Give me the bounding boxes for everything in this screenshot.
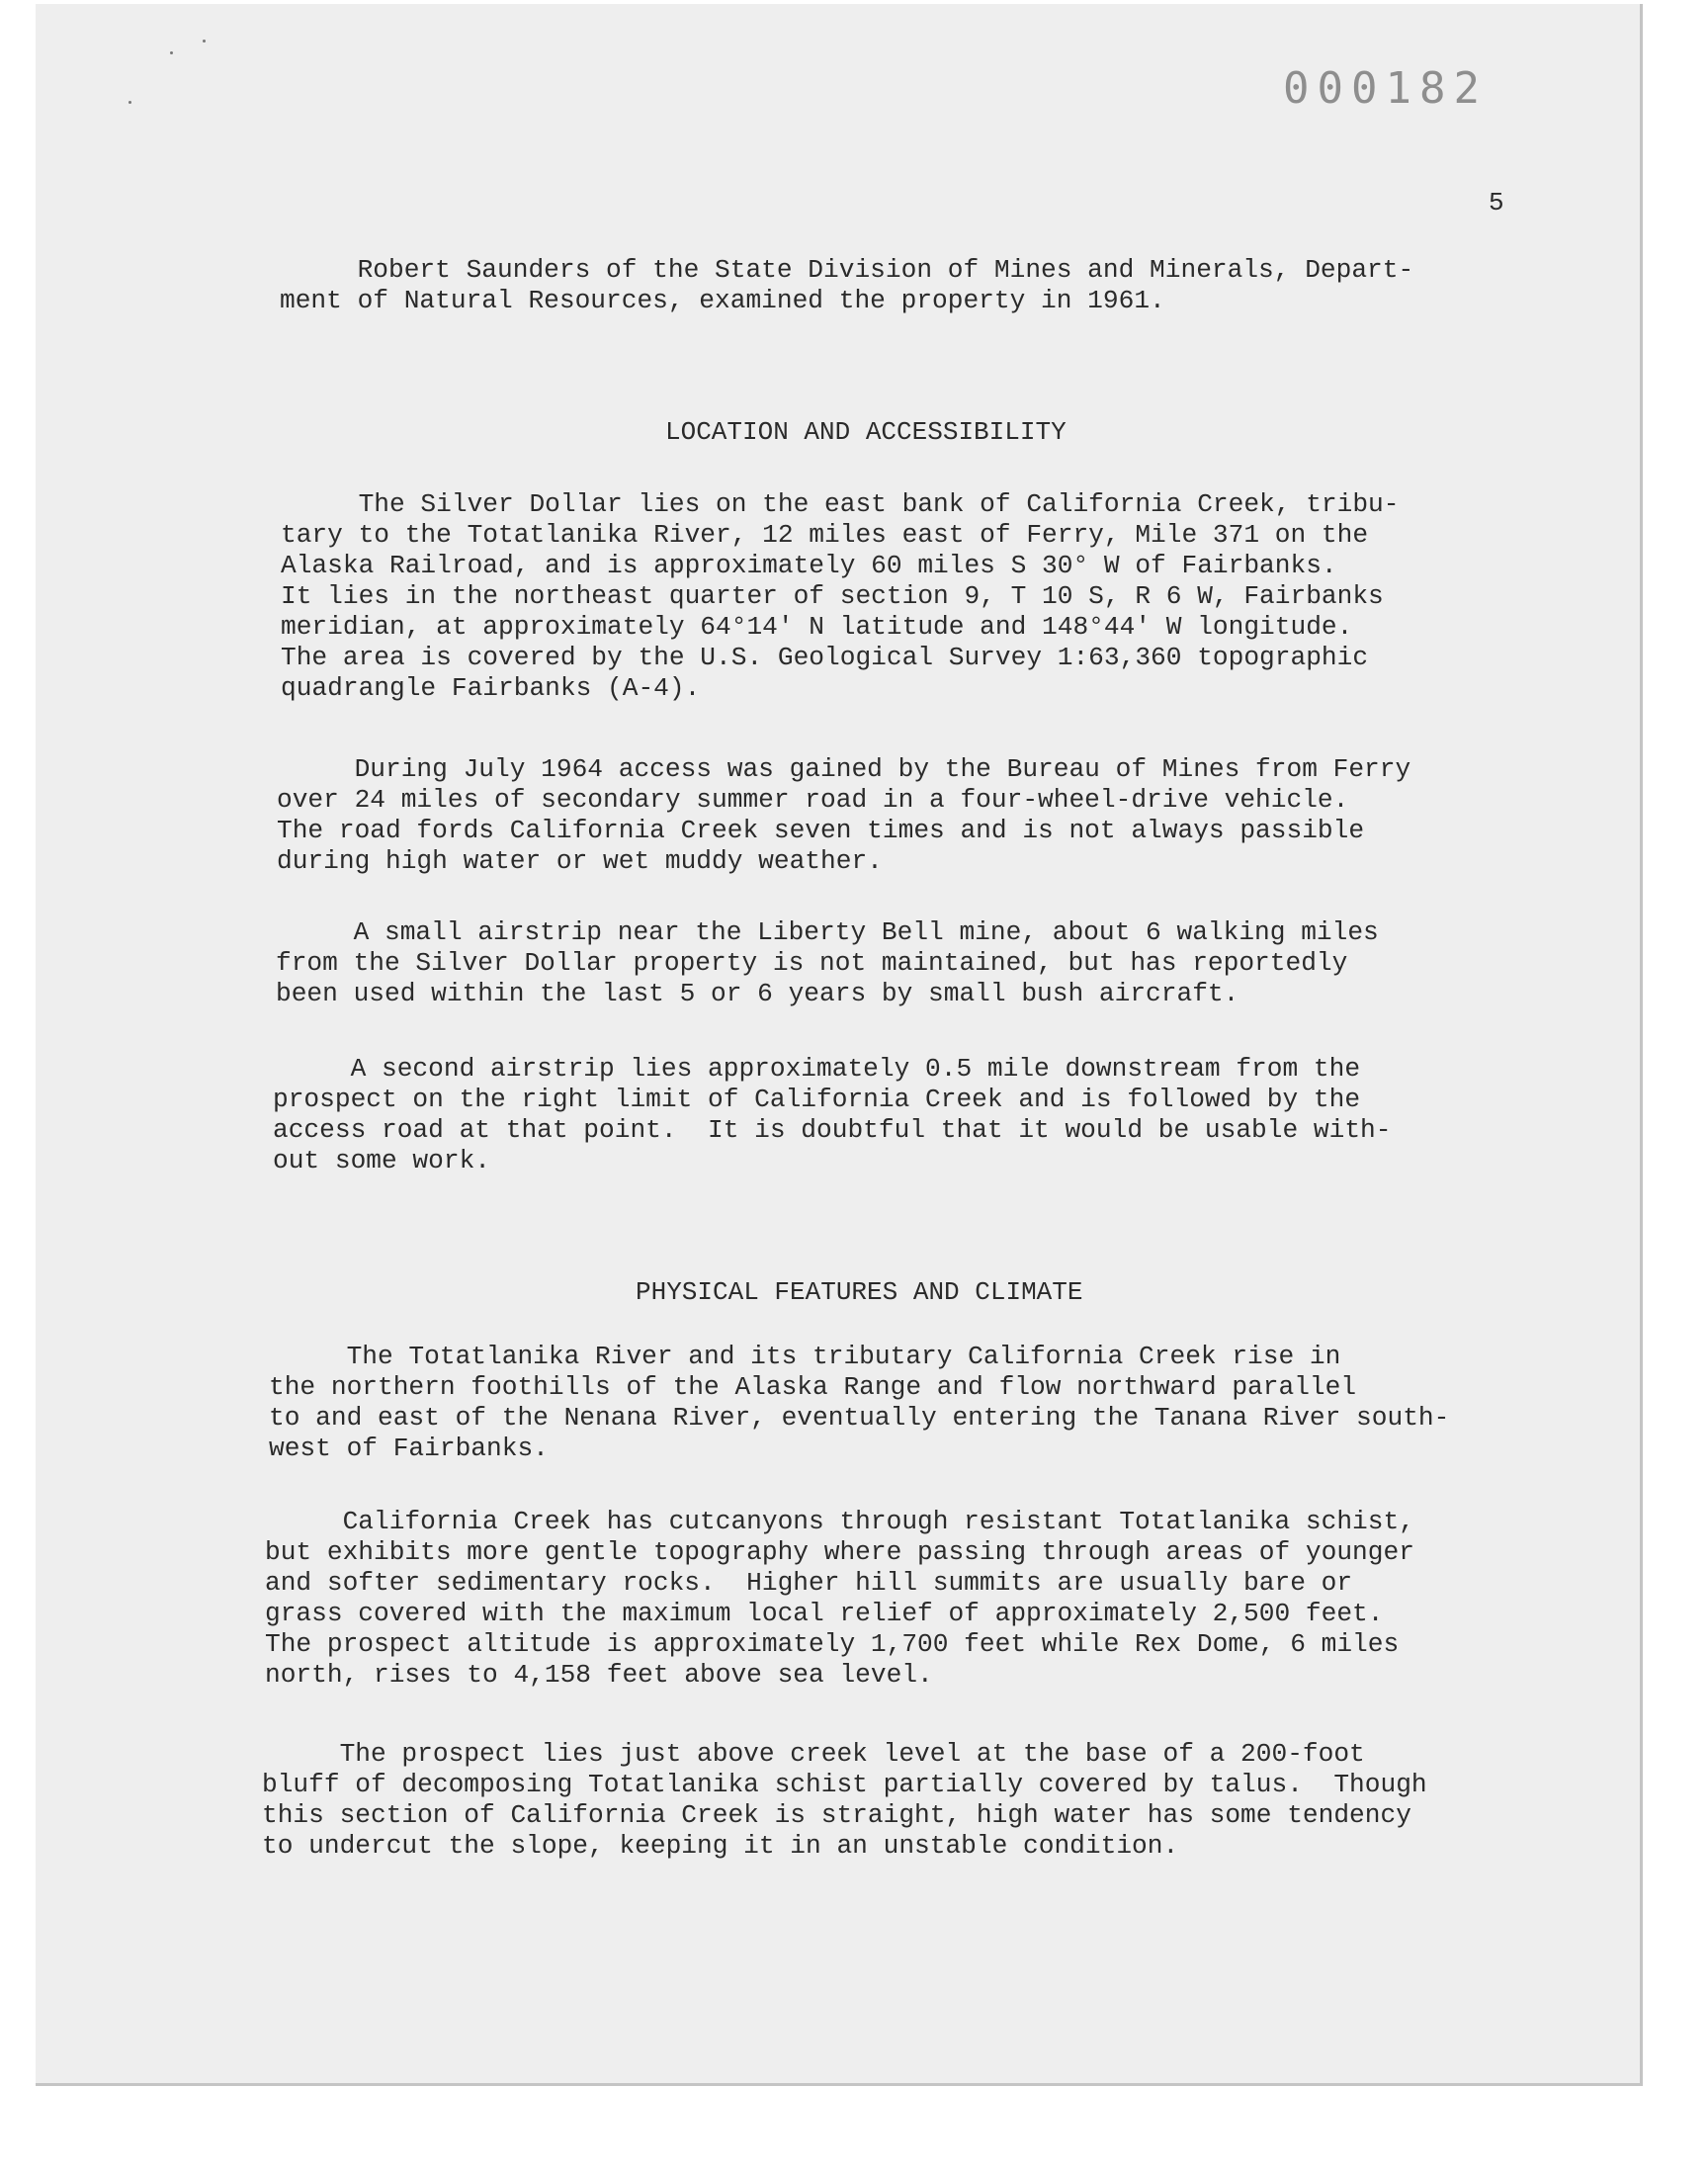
- scan-speck: [128, 101, 131, 104]
- airstrip-paragraph: A small airstrip near the Liberty Bell mine, about 6 walking miles from the Silver Dollar property is not maintained, but has reportedly been used within the last 5 or 6 years by small bush aircraft.: [276, 917, 1379, 1008]
- topography-paragraph: California Creek has cutcanyons through resistant Totatlanika schist, but exhibits more gentle topography where passing through areas of younger and softer sedimentary rocks. Higher hill summits are usually bare or grass covered with the maximum local relief of approximately 2,500 feet. The prospect altitude is approximately 1,700 feet while Rex Dome, 6 miles north, rises to 4,158 feet above sea level.: [265, 1507, 1414, 1690]
- scan-speck: [170, 51, 173, 54]
- document-number-stamp: 000182: [1283, 63, 1488, 114]
- second-airstrip-paragraph: A second airstrip lies approximately 0.5 mile downstream from the prospect on the right limit of California Creek and is followed by the access road at that point. It is doubtful that it would be usable with- out some work.: [273, 1054, 1392, 1175]
- section-heading-location: LOCATION AND ACCESSIBILITY: [665, 417, 1067, 447]
- rivers-paragraph: The Totatlanika River and its tributary California Creek rise in the northern foothills of the Alaska Range and flow northward parallel to and east of the Nenana River, eventually entering the Tanana River south- west of Fairbanks.: [269, 1342, 1450, 1463]
- location-paragraph: The Silver Dollar lies on the east bank of California Creek, tribu- tary to the Totatlanika River, 12 miles east of Ferry, Mile 371 on the Alaska Railroad, and is approximately 60 miles S 30° W of Fairbanks. It lies in the northeast quarter of section 9, T 10 S, R 6 W, Fairbanks meridian, at approximately 64°14' N latitude and 148°44' W longitude. The area is covered by the U.S. Geological Survey 1:63,360 topographic quadrangle Fairbanks (A-4).: [281, 489, 1400, 703]
- section-heading-physical: PHYSICAL FEATURES AND CLIMATE: [636, 1277, 1083, 1307]
- page-number: 5: [1489, 188, 1504, 218]
- prospect-paragraph: The prospect lies just above creek level at the base of a 200-foot bluff of decomposing Totatlanika schist partially covered by talus. Though this section of California Creek is straight, high water has some tendency to undercut the slope, keeping it in an unstable condition.: [262, 1739, 1427, 1861]
- intro-paragraph: Robert Saunders of the State Division of Mines and Minerals, Depart- ment of Natural Resources, examined the property in 1961.: [280, 255, 1414, 315]
- access-road-paragraph: During July 1964 access was gained by the Bureau of Mines from Ferry over 24 miles of secondary summer road in a four-wheel-drive vehicle. The road fords California Creek seven times and is not always passible during high water or wet muddy weather.: [277, 754, 1411, 876]
- scan-speck: [203, 40, 206, 43]
